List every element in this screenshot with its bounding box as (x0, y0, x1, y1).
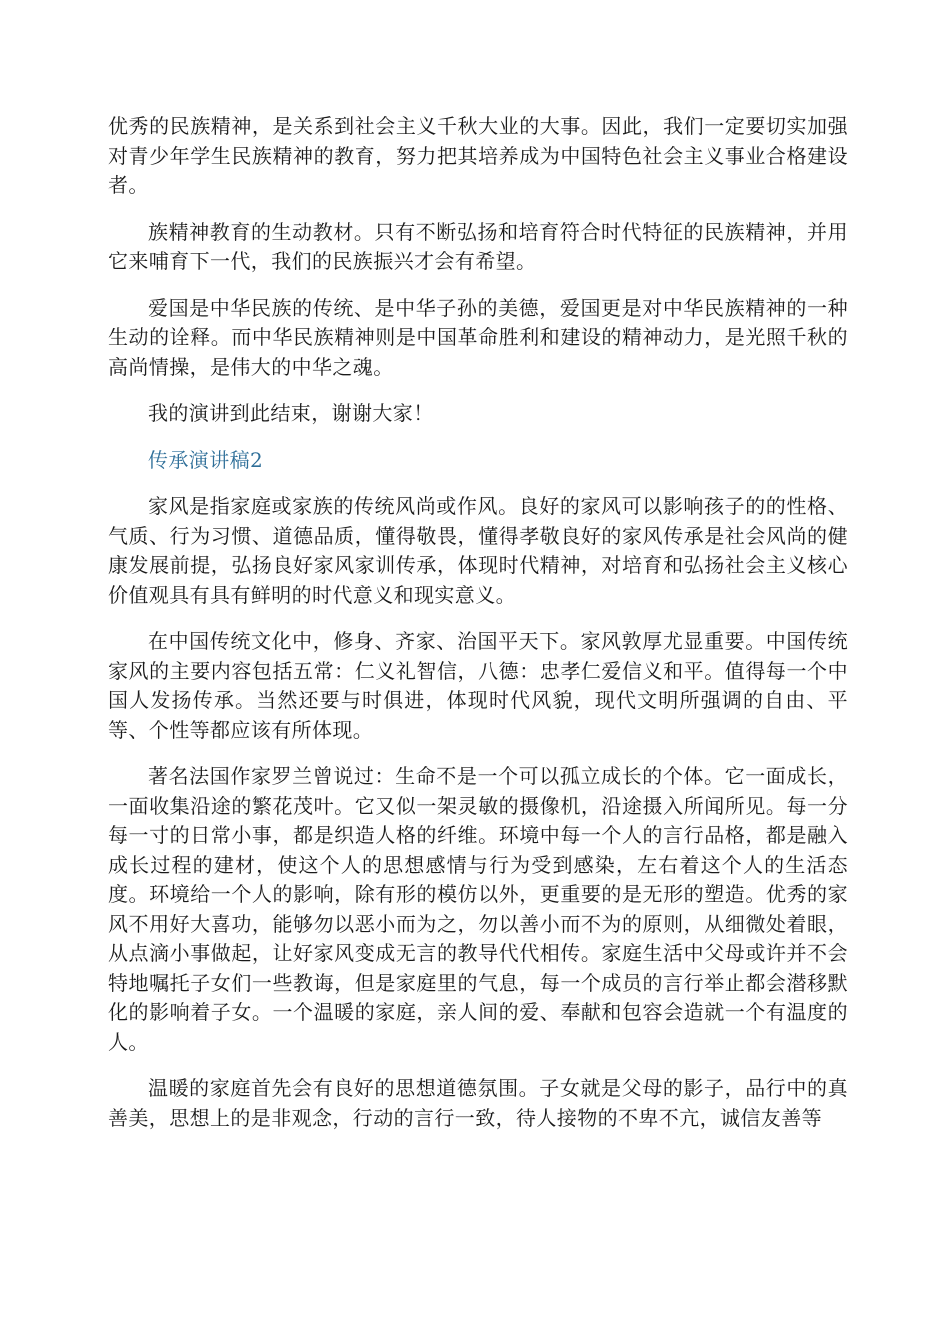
paragraph-1: 优秀的民族精神，是关系到社会主义千秋大业的大事。因此，我们一定要切实加强对青少年学生民族精神的教育，努力把其培养成为中国特色社会主义事业合格建设者。 (108, 114, 848, 197)
paragraph-3: 爱国是中华民族的传统、是中华子孙的美德，爱国更是对中华民族精神的一种生动的诠释。而中华民族精神则是中国革命胜利和建设的精神动力，是光照千秋的高尚情操，是伟大的中华之魂。 (108, 295, 848, 379)
section-paragraph-3: 著名法国作家罗兰曾说过：生命不是一个可以孤立成长的个体。它一面成长，一面收集沿途的繁花茂叶。它又似一架灵敏的摄像机，沿途摄入所闻所见。每一分每一寸的日常小事，都是织造人格的纤维。环境中每一个人的言行品格，都是融入成长过程的建材，使这个人的思想感情与行为受到感染，左右着这个人的生活态度。环境给一个人的影响，除有形的模仿以外，更重要的是无形的塑造。优秀的家风不用好大喜功，能够勿以恶小而为之，勿以善小而不为的原则，从细微处着眼，从点滴小事做起，让好家风变成无言的教导代代相传。家庭生活中父母或许并不会特地嘱托子女们一些教诲，但是家庭里的气息，每一个成员的言行举止都会潜移默化的影响着子女。一个温暖的家庭，亲人间的爱、奉献和包容会造就一个有温度的人。 (108, 764, 848, 1054)
section-paragraph-2: 在中国传统文化中，修身、齐家、治国平天下。家风敦厚尤显重要。中国传统家风的主要内容包括五常：仁义礼智信，八德：忠孝仁爱信义和平。值得每一个中国人发扬传承。当然还要与时俱进，体现时代风貌，现代文明所强调的自由、平等、个性等都应该有所体现。 (108, 629, 848, 742)
document-body (108, 112, 848, 1150)
section-heading: 传承演讲稿2 (148, 447, 264, 472)
section-paragraph-4: 温暖的家庭首先会有良好的思想道德氛围。子女就是父母的影子，品行中的真善美，思想上的是非观念，行动的言行一致，待人接物的不卑不亢，诚信友善等 (108, 1076, 848, 1130)
paragraph-2: 族精神教育的生动教材。只有不断弘扬和培育符合时代特征的民族精神，并用它来哺育下一代，我们的民族振兴才会有希望。 (108, 219, 848, 273)
paragraph-4: 我的演讲到此结束，谢谢大家！ (148, 401, 434, 425)
section-paragraph-1: 家风是指家庭或家族的传统风尚或作风。良好的家风可以影响孩子的的性格、气质、行为习惯、道德品质，懂得敬畏，懂得孝敬良好的家风传承是社会风尚的健康发展前提，弘扬良好家风家训传承，体现时代精神，对培育和弘扬社会主义核心价值观具有具有鲜明的时代意义和现实意义。 (108, 494, 848, 607)
